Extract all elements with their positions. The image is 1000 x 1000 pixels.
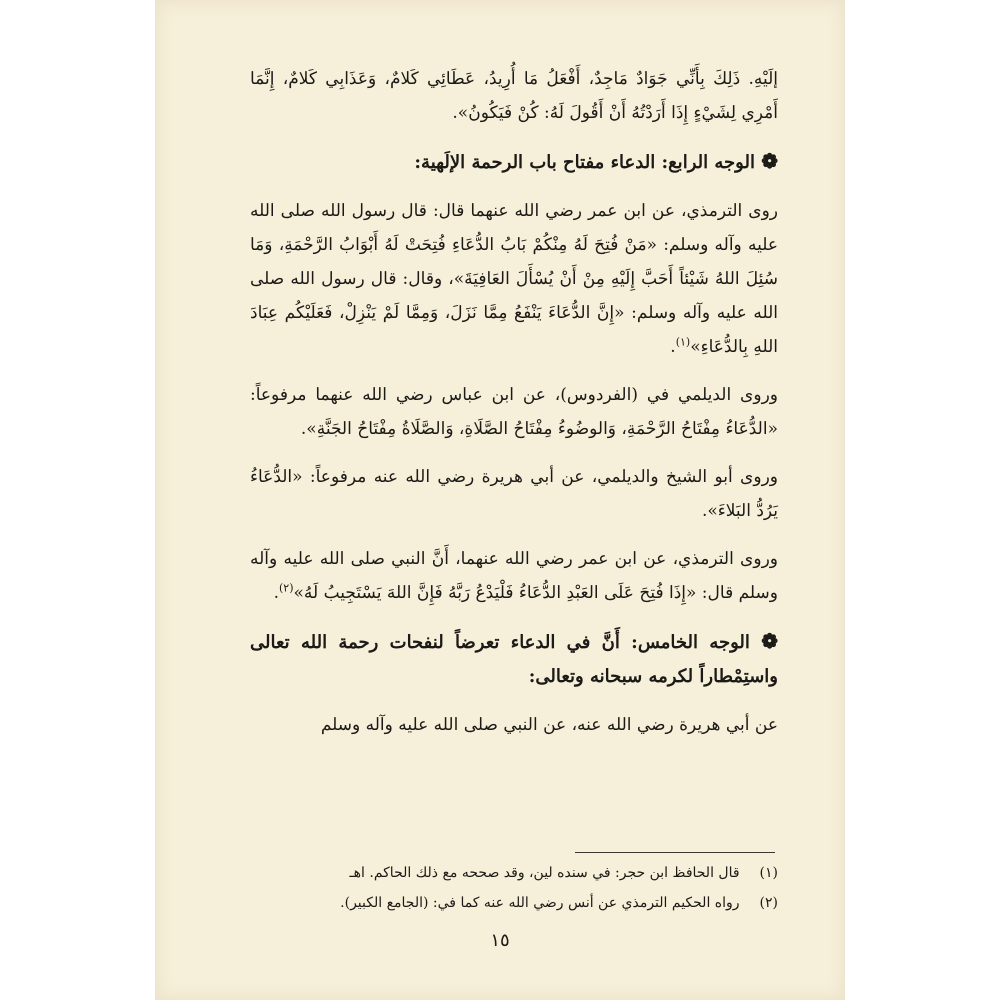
paragraph-end-mark: . (273, 583, 279, 603)
footnote-1 (250, 858, 778, 888)
section-heading-4 (250, 144, 778, 180)
paragraph-tirmidhi-2-text: وروى الترمذي، عن ابن عمر رضي الله عنهما، أَنَّ النبي صلى الله عليه وآله وسلم قال: «إِذَا فُتِحَ عَلَى العَبْدِ الدُّعَاءُ فَلْيَدْعُ رَبَّهُ فَإِنَّ اللهَ يَسْتَجِيبُ لَهُ» (250, 549, 778, 603)
paragraph-tirmidhi-1 (250, 194, 778, 364)
paragraph-tirmidhi-1-text: روى الترمذي، عن ابن عمر رضي الله عنهما قال: قال رسول الله صلى الله عليه وآله وسلم: «مَنْ فُتِحَ لَهُ مِنْكُمْ بَابُ الدُّعَاءِ فُتِحَتْ لَهُ أَبْوَابُ الرَّحْمَةِ، وَمَا سُئِلَ اللهُ شَيْئاً أَحَبَّ إِلَيْهِ مِنْ أَنْ يُسْأَلَ العَافِيَةَ»، وقال: قال رسول الله صلى الله عليه وآله وسلم: «إِنَّ الدُّعَاءَ يَنْفَعُ مِمَّا نَزَلَ، وَمِمَّا لَمْ يَنْزِلْ، فَعَلَيْكُم عِبَادَ اللهِ بِالدُّعَاءِ» (250, 201, 778, 357)
footnote-divider (575, 852, 775, 853)
book-page (155, 0, 845, 1000)
section-heading-4-text: الوجه الرابع: الدعاء مفتاح باب الرحمة الإلَهية: (414, 152, 755, 173)
paragraph-daylami: وروى الديلمي في (الفردوس)، عن ابن عباس رضي الله عنهما مرفوعاً: «الدُّعَاءُ مِفْتَاحُ الرَّحْمَةِ، وَالوضُوءُ مِفْتَاحُ الصَّلَاةِ، وَالصَّلَاةُ مِفْتَاحُ الجَنَّةِ». (250, 385, 778, 439)
footnote-ref-1: (١) (675, 335, 691, 349)
flower-ornament-icon: ❁ (761, 629, 778, 653)
page-number: ١٥ (490, 930, 510, 951)
paragraph-abu-shaykh: وروى أبو الشيخ والديلمي، عن أبي هريرة رضي الله عنه مرفوعاً: «الدُّعَاءُ يَرُدُّ البَلاءَ». (250, 467, 778, 521)
page-body (250, 62, 778, 756)
paragraph-tirmidhi-2 (250, 542, 778, 610)
section-heading-5 (250, 624, 778, 694)
section-heading-5-text: الوجه الخامس: أَنَّ في الدعاء تعرضاً لنفحات رحمة الله تعالى واستِمْطاراً لكرمه سبحانه وتعالى: (250, 632, 778, 687)
footnote-ref-2: (٢) (279, 581, 294, 595)
paragraph-abu-hurayra: عن أبي هريرة رضي الله عنه، عن النبي صلى الله عليه وآله وسلم (320, 715, 778, 735)
footnote-number: (٢) (759, 895, 778, 911)
paragraph-end-mark: . (670, 337, 676, 357)
footnote-text: رواه الحكيم الترمذي عن أنس رضي الله عنه كما في: (الجامع الكبير). (340, 895, 740, 911)
footnote-2 (250, 888, 778, 918)
footnotes (250, 858, 778, 918)
paragraph-continuation: إلَيْهِ. ذَلِكَ بِأَنِّي جَوَادٌ مَاجِدٌ، أَفْعَلُ مَا أُرِيدُ، عَطَائِي كَلامٌ، وَعَذَابِي كَلامٌ، إِنَّمَا أَمْرِي لِشَيْءٍ إِذَا أَرَدْتُهُ أَنْ أَقُولَ لَهُ: كُنْ فَيَكُونُ». (250, 69, 778, 123)
flower-ornament-icon: ❁ (761, 149, 778, 173)
footnote-number: (١) (759, 865, 778, 881)
footnote-text: قال الحافظ ابن حجر: في سنده لين، وقد صححه مع ذلك الحاكم. اهـ (349, 865, 740, 881)
